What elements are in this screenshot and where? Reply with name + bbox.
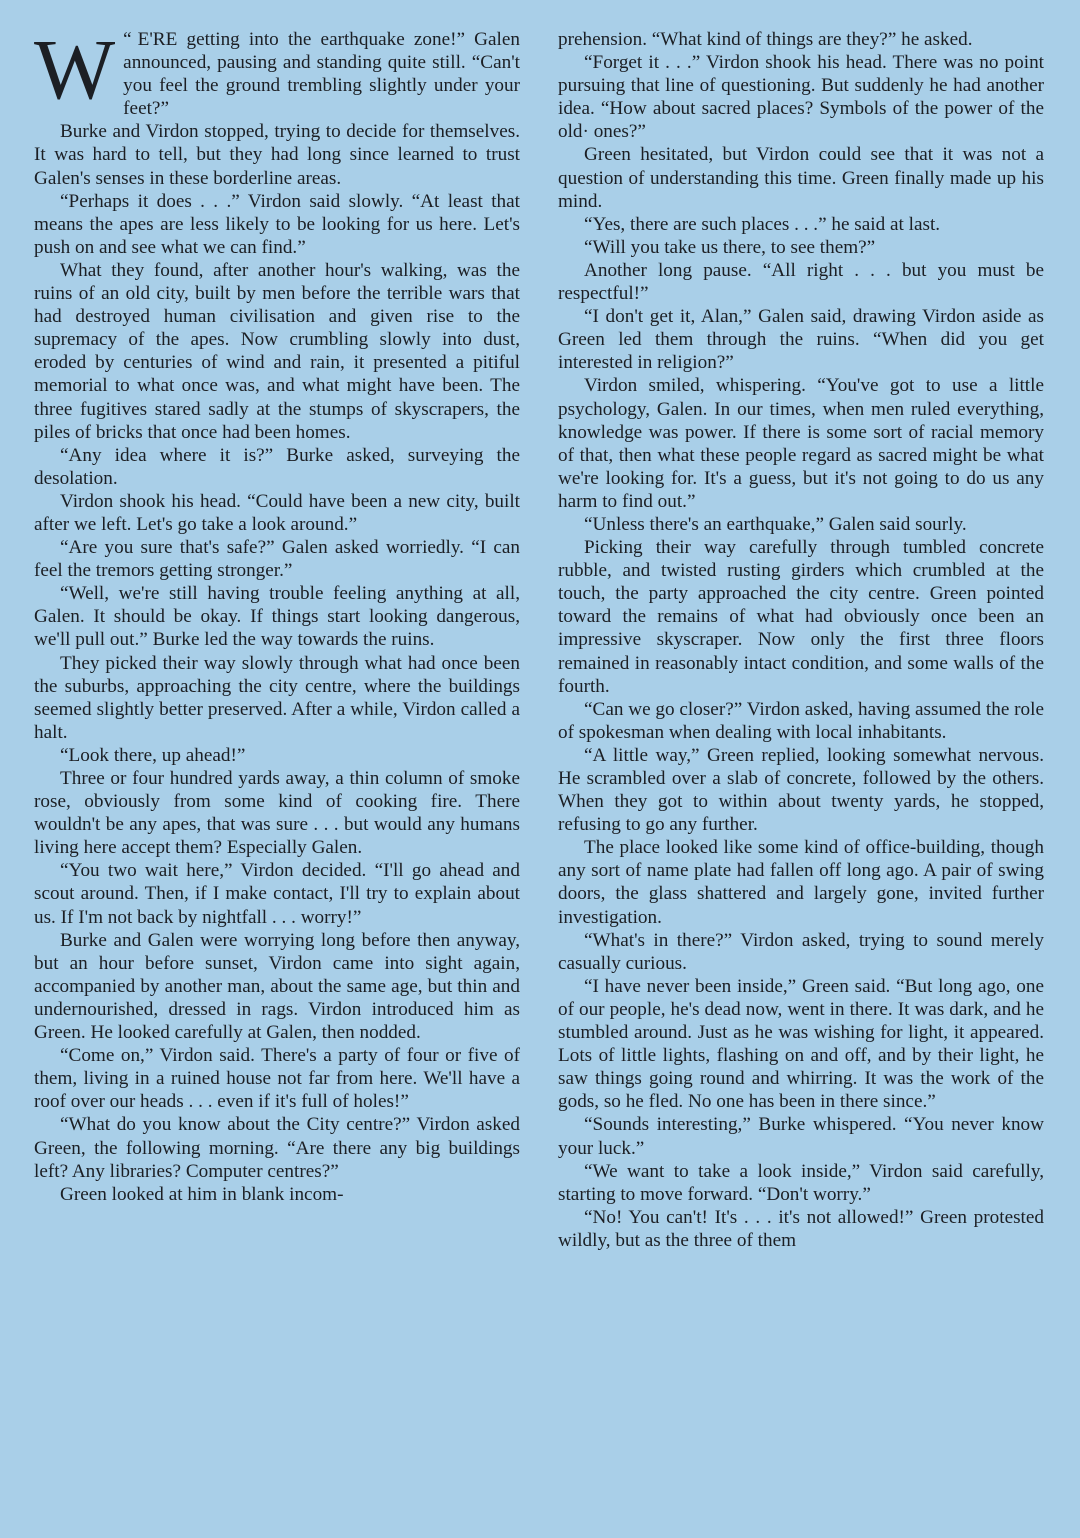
paragraph: Three or four hundred yards away, a thin column of smoke rose, obviously from some kind of cooking fire. There wouldn't be any apes, that was sure . . . but would any humans living here accept them? Especially Galen. <box>34 768 520 859</box>
paragraph: “Yes, there are such places . . .” he said at last. <box>584 213 941 235</box>
paragraph: “Can we go closer?” Virdon asked, having assumed the role of spokesman when dealing with local inhabitants. <box>558 698 1044 743</box>
paragraph: “Unless there's an earthquake,” Galen said sourly. <box>584 513 967 535</box>
opening-text: E'RE getting into the earthquake zone!” Galen announced, pausing and standing quite still. “Can't you feel the ground trembling slightly under your feet?” <box>123 29 520 120</box>
paragraph: “What's in there?” Virdon asked, trying to sound merely casually curious. <box>558 929 1044 974</box>
paragraph: “Any idea where it is?” Burke asked, surveying the desolation. <box>34 444 520 489</box>
paragraph: “Perhaps it does . . .” Virdon said slowly. “At least that means the apes are less likely to be looking for us here. Let's push on and see what we can find.” <box>34 190 520 258</box>
paragraph: The place looked like some kind of office-building, though any sort of name plate had fallen off long ago. A pair of swing doors, the glass shattered and largely gone, invited further investigation. <box>558 837 1044 928</box>
paragraph: What they found, after another hour's walking, was the ruins of an old city, built by men before the terrible wars that had destroyed human civilisation and given rise to the supremacy of the apes. Now crumbling slowly into dust, eroded by centuries of wind and rain, it presented a pitiful memorial to what once was, and what might have been. The three fugitives stared sadly at the stumps of skyscrapers, the piles of bricks that once had been homes. <box>34 259 520 443</box>
paragraph: Green hesitated, but Virdon could see that it was not a question of understanding this time. Green finally made up his mind. <box>558 144 1044 212</box>
left-column <box>34 28 520 1538</box>
paragraph: “You two wait here,” Virdon decided. “I'll go ahead and scout around. Then, if I make contact, I'll try to explain about us. If I'm not back by nightfall . . . worry!” <box>34 860 520 928</box>
paragraph: Burke and Virdon stopped, trying to decide for themselves. It was hard to tell, but they had long since learned to trust Galen's senses in these borderline areas. <box>34 121 520 189</box>
paragraph: Virdon shook his head. “Could have been a new city, built after we left. Let's go take a look around.” <box>34 490 520 535</box>
opening-quote: “ <box>123 29 132 50</box>
paragraph: “Look there, up ahead!” <box>60 744 246 766</box>
paragraph: “Come on,” Virdon said. There's a party of four or five of them, living in a ruined house not far from here. We'll have a roof over our heads . . . even if it's full of holes!” <box>34 1045 520 1113</box>
paragraph: They picked their way slowly through what had once been the suburbs, approaching the city centre, where the buildings seemed slightly better preserved. After a while, Virdon called a halt. <box>34 652 520 743</box>
paragraph: Another long pause. “All right . . . but you must be respectful!” <box>558 259 1044 305</box>
paragraph: “Well, we're still having trouble feeling anything at all, Galen. It should be okay. If things start looking dangerous, we'll pull out.” Burke led the way towards the ruins. <box>34 583 520 651</box>
paragraph: “We want to take a look inside,” Virdon said carefully, starting to move forward. “Don't worry.” <box>558 1160 1044 1205</box>
paragraph: “I have never been inside,” Green said. “But long ago, one of our people, he's dead now, went in there. It was dark, and he stumbled around. Just as he was wishing for light, it appeared. Lots of little lights, flashing on and off, and by their light, he saw things going round and whirring. It was the work of the gods, so he fled. No one has been in there since.” <box>558 975 1044 1113</box>
paragraph: Picking their way carefully through tumbled concrete rubble, and twisted rusting girders which crumbled at the touch, the party approached the city centre. Green pointed toward the remains of what had obviously once been an impressive skyscraper. Now only the first three floors remained in reasonably intact condition, and some walls of the fourth. <box>558 537 1044 697</box>
paragraph: “I don't get it, Alan,” Galen said, drawing Virdon aside as Green led them through the ruins. “When did you get interested in religion?” <box>558 306 1044 374</box>
paragraph: “Forget it . . .” Virdon shook his head. There was no point pursuing that line of questioning. But suddenly he had another idea. “How about sacred places? Symbols of the power of the old· ones?” <box>558 52 1044 143</box>
paragraph: “Will you take us there, to see them?” <box>584 236 876 258</box>
right-column <box>558 28 1044 1538</box>
opening-paragraph <box>34 28 520 120</box>
drop-cap: W <box>34 28 116 117</box>
paragraph: “No! You can't! It's . . . it's not allowed!” Green protested wildly, but as the three of them <box>558 1206 1044 1251</box>
paragraph: prehension. “What kind of things are they?” he asked. <box>558 29 973 50</box>
paragraph: “Sounds interesting,” Burke whispered. “You never know your luck.” <box>558 1114 1044 1159</box>
paragraph: Virdon smiled, whispering. “You've got to use a little psychology, Galen. In our times, when men ruled everything, knowledge was power. If there is some sort of racial memory of that, then what these people regard as sacred might be what we're looking for. It's a guess, but it's not going to do us any harm to find out.” <box>558 375 1044 512</box>
paragraph: Burke and Galen were worrying long before then anyway, but an hour before sunset, Virdon came into sight again, accompanied by another man, about the same age, but thin and undernourished, dressed in rags. Virdon introduced him as Green. He looked carefully at Galen, then nodded. <box>34 929 520 1044</box>
paragraph: “Are you sure that's safe?” Galen asked worriedly. “I can feel the tremors getting stronger.” <box>34 537 520 582</box>
paragraph: Green looked at him in blank incom- <box>60 1183 344 1205</box>
paragraph: “A little way,” Green replied, looking somewhat nervous. He scrambled over a slab of concrete, followed by the others. When they got to within about twenty yards, he stopped, refusing to go any further. <box>558 744 1044 836</box>
paragraph: “What do you know about the City centre?” Virdon asked Green, the following morning. “Are there any big buildings left? Any libraries? Computer centres?” <box>34 1114 520 1182</box>
